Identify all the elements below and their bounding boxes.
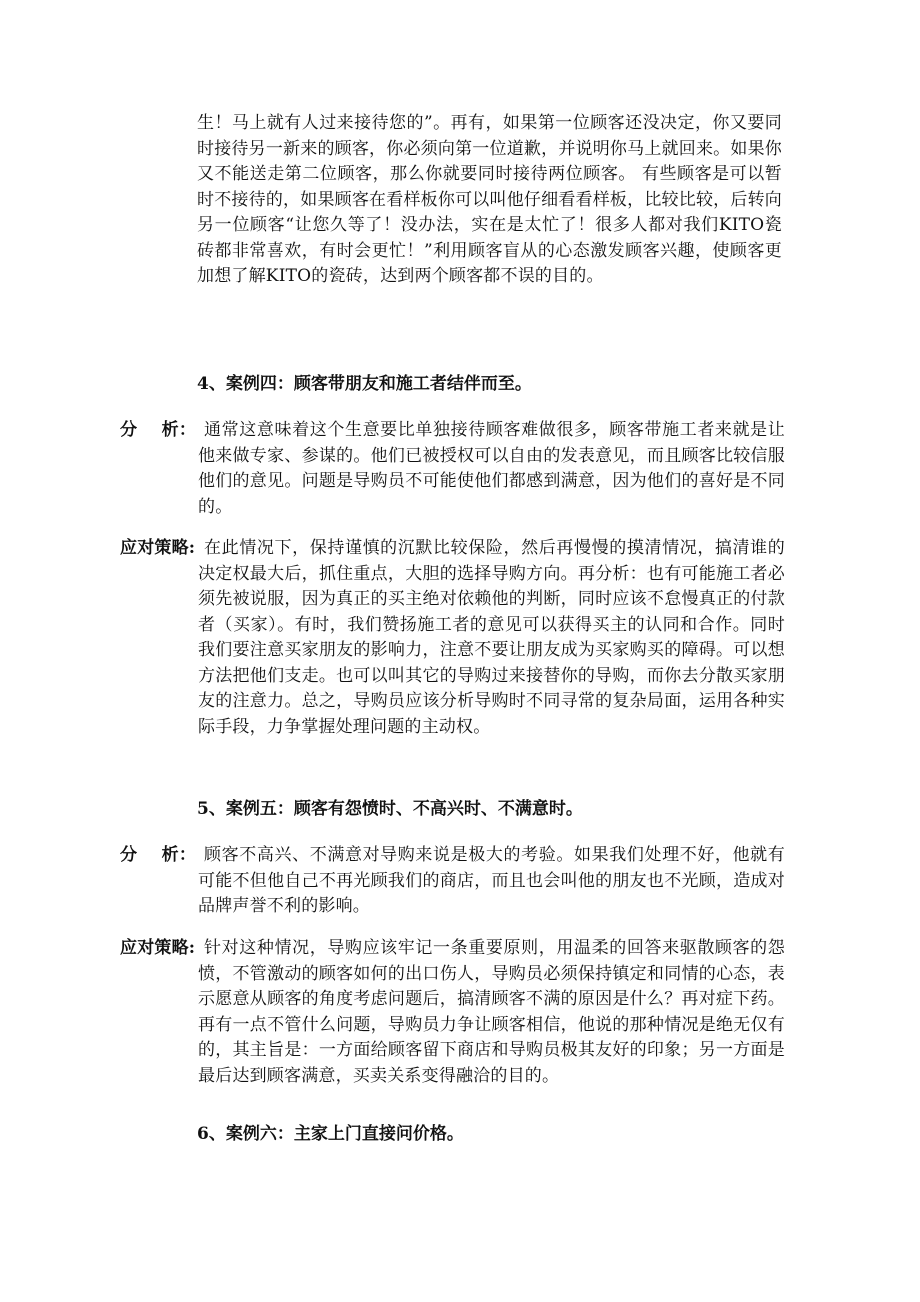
case-5-heading: 5、案例五：顾客有怨愤时、不高兴时、不满意时。 <box>197 799 583 819</box>
case-4-heading: 4、案例四：顾客带朋友和施工者结伴而至。 <box>197 374 532 394</box>
continuation-paragraph: 生！马上就有人过来接待您的”。再有，如果第一位顾客还没决定，你又要同时接待另一新来的顾客，你必须向第一位道歉，并说明你马上就回来。如果你又不能送走第二位顾客，那么你就要同时接待两位顾客。 有些顾客是可以暂时不接待的，如果顾客在看样板你可以叫他仔细看看样板，比较比较，后转向另一位顾客“让您久等了！没办法，实在是太忙了！很多人都对我们KITO瓷砖都非常喜欢，有时会更忙！”利用顾客盲从的心态激发顾客兴趣，使顾客更加想了解KITO的瓷砖，达到两个顾客都不误的目的。 <box>197 113 782 286</box>
case-5-analysis <box>120 843 785 920</box>
analysis-text: 通常这意味着这个生意要比单独接待顾客难做很多，顾客带施工者来就是让他来做专家、参谋的。他们已被授权可以自由的发表意见，而且顾客比较信服他们的意见。问题是导购员不可能使他们都感到满意，因为他们的喜好是不同的。 <box>198 420 785 517</box>
strategy-label: 应对策略: <box>120 938 196 958</box>
case-4-analysis <box>120 418 785 520</box>
case-4-strategy <box>120 536 785 740</box>
strategy-text: 针对这种情况，导购应该牢记一条重要原则，用温柔的回答来驱散顾客的怨愤，不管激动的顾客如何的出口伤人，导购员必须保持镇定和同情的心态，表示愿意从顾客的角度考虑问题后，搞清顾客不满的原因是什么？再对症下药。再有一点不管什么问题，导购员力争让顾客相信，他说的那种情况是绝无仅有的，其主旨是：一方面给顾客留下商店和导购员极其友好的印象；另一方面是最后达到顾客满意，买卖关系变得融洽的目的。 <box>198 938 785 1086</box>
case-5-strategy <box>120 936 785 1089</box>
analysis-label: 分 析： <box>120 845 197 865</box>
analysis-text: 顾客不高兴、不满意对导购来说是极大的考验。如果我们处理不好，他就有可能不但他自己不再光顾我们的商店，而且也会叫他的朋友也不光顾，造成对品牌声誉不利的影响。 <box>198 845 785 916</box>
case-6-heading: 6、案例六：主家上门直接问价格。 <box>197 1124 464 1144</box>
strategy-label: 应对策略: <box>120 538 196 558</box>
strategy-text: 在此情况下，保持谨慎的沉默比较保险，然后再慢慢的摸清情况，搞清谁的决定权最大后，抓住重点，大胆的选择导购方向。再分析：也有可能施工者必须先被说服，因为真正的买主绝对依赖他的判断，同时应该不怠慢真正的付款者（买家）。有时，我们赞扬施工者的意见可以获得买主的认同和合作。同时我们要注意买家朋友的影响力，注意不要让朋友成为买家购买的障碍。可以想方法把他们支走。也可以叫其它的导购过来接替你的导购，而你去分散买家朋友的注意力。总之，导购员应该分析导购时不同寻常的复杂局面，运用各种实际手段，力争掌握处理问题的主动权。 <box>198 538 785 737</box>
analysis-label: 分 析： <box>120 420 197 440</box>
